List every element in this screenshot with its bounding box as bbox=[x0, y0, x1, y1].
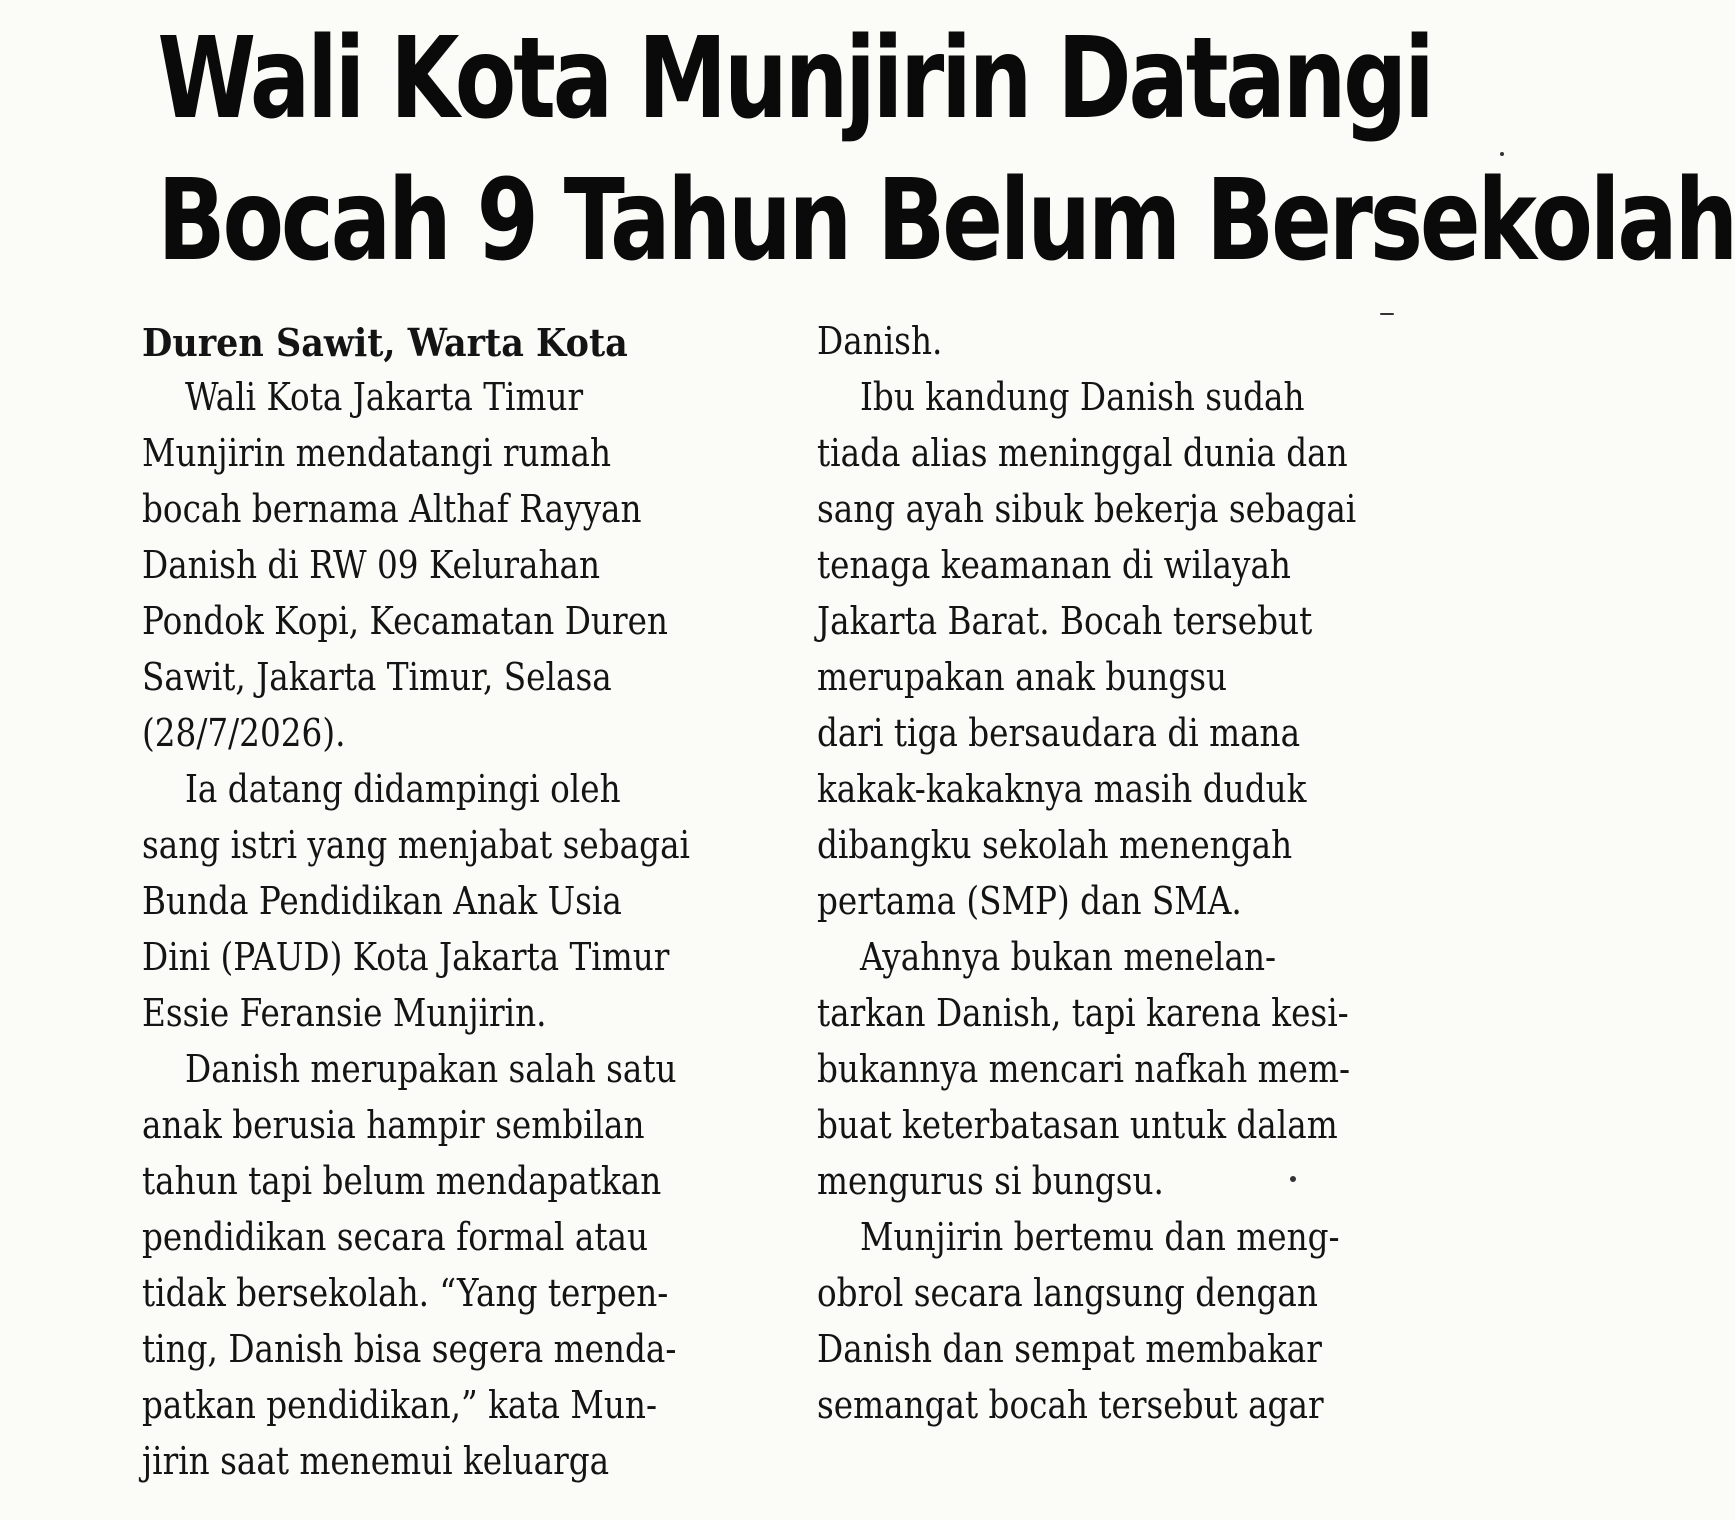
headline-line-2: Bocah 9 Tahun Belum Bersekolah bbox=[157, 156, 1735, 286]
print-speck bbox=[1290, 1176, 1296, 1182]
article-column-left bbox=[142, 313, 748, 1489]
paragraph-6: Munjirin bertemu dan meng- obrol secara langsung dengan Danish dan sempat membakar semangat bocah tersebut agar bbox=[817, 1215, 1340, 1427]
print-speck bbox=[1380, 313, 1394, 315]
paragraph-continued: Danish. bbox=[817, 319, 943, 363]
headline bbox=[157, 8, 1735, 292]
print-speck bbox=[1500, 152, 1504, 156]
dateline: Duren Sawit, Warta Kota bbox=[142, 320, 628, 365]
paragraph-5: Ayahnya bukan menelan- tarkan Danish, tapi karena kesi- bukannya mencari nafkah mem- buat keterbatasan untuk dalam mengurus si bungsu. bbox=[817, 935, 1351, 1203]
article-column-right bbox=[817, 313, 1423, 1433]
paragraph-2: Ia datang didampingi oleh sang istri yang menjabat sebagai Bunda Pendidikan Anak Usia Dini (PAUD) Kota Jakarta Timur Essie Feransie Munjirin. bbox=[142, 767, 691, 1035]
paragraph-1: Wali Kota Jakarta Timur Munjirin mendatangi rumah bocah bernama Althaf Rayyan Danish di RW 09 Kelurahan Pondok Kopi, Kecamatan Duren Sawit, Jakarta Timur, Selasa (28/7/2026). bbox=[142, 375, 668, 755]
paragraph-4: Ibu kandung Danish sudah tiada alias meninggal dunia dan sang ayah sibuk bekerja sebagai tenaga keamanan di wilayah Jakarta Barat. Bocah tersebut merupakan anak bungsu dari tiga bersaudara di mana kakak-kakaknya masih duduk dibangku sekolah menengah pertama (SMP) dan SMA. bbox=[817, 375, 1357, 923]
paragraph-3: Danish merupakan salah satu anak berusia hampir sembilan tahun tapi belum mendapatkan pendidikan secara formal atau tidak bersekolah. “Yang terpen- ting, Danish bisa segera menda- patkan pendidikan,” kata Mun- jirin saat menemui keluarga bbox=[142, 1047, 677, 1483]
headline-line-1: Wali Kota Munjirin Datangi bbox=[157, 14, 1432, 144]
